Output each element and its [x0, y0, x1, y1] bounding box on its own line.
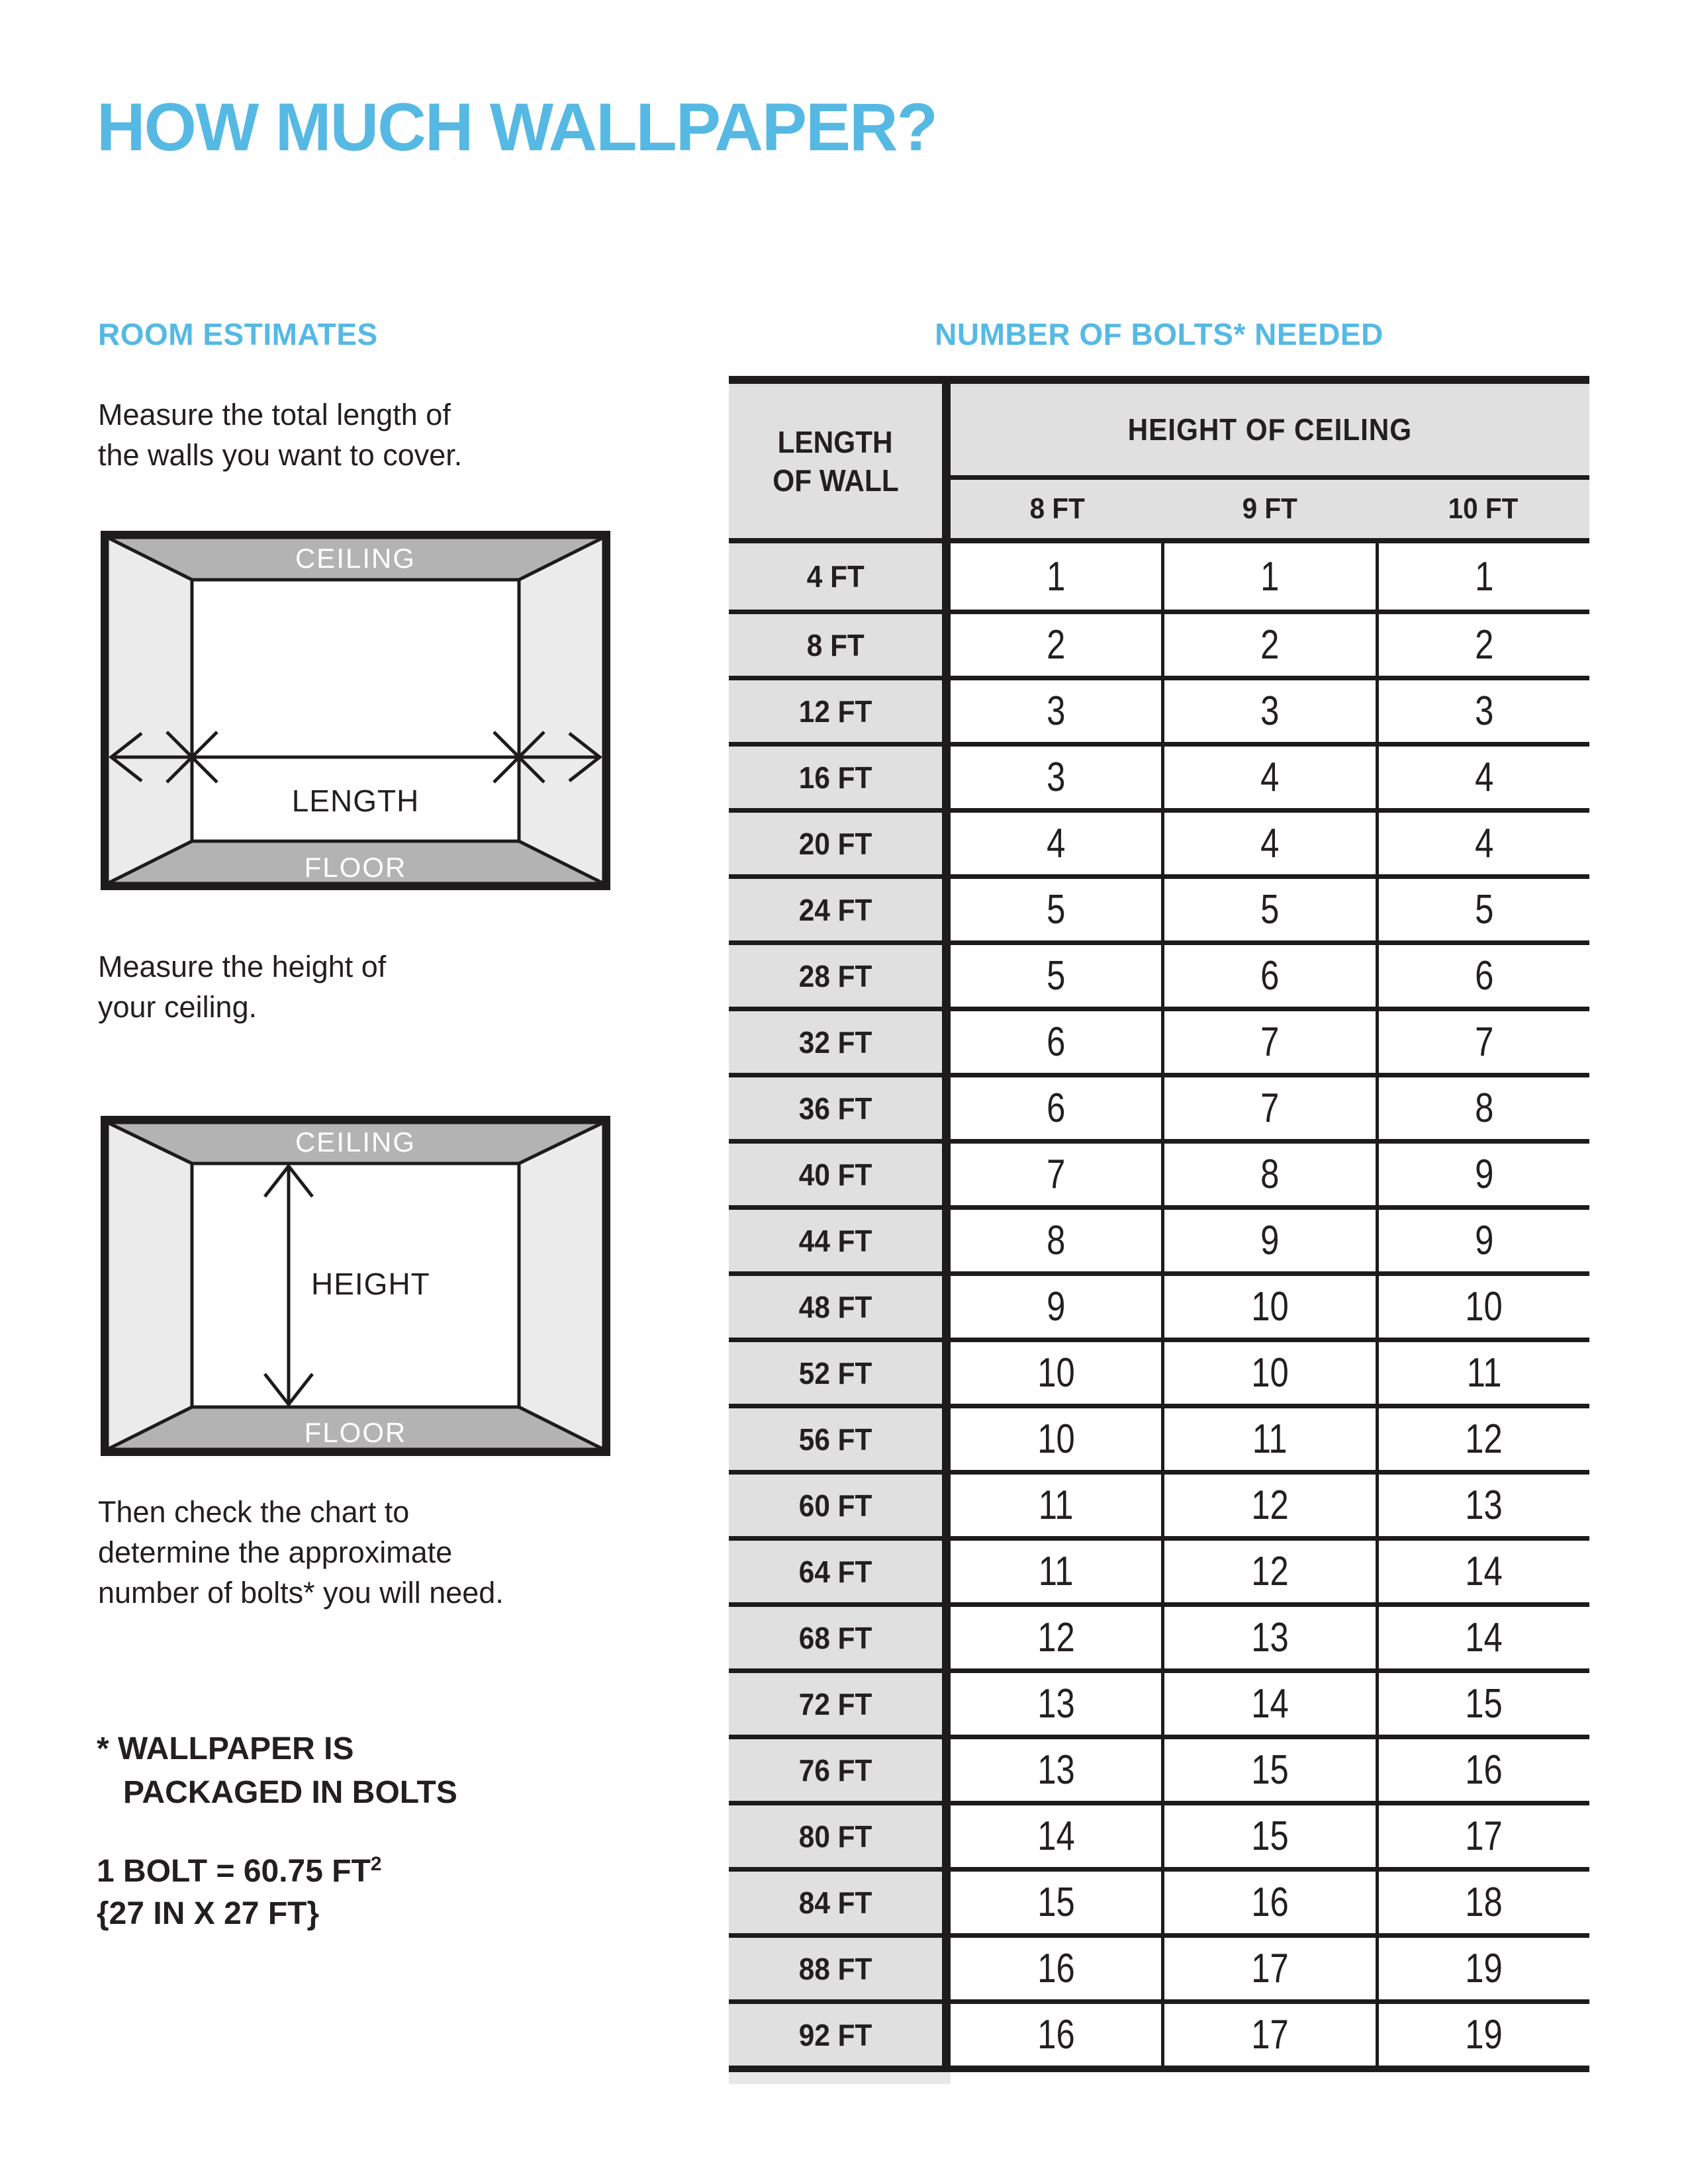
row-label: 16 FT — [729, 747, 942, 808]
bolts-cell-10ft: 5 — [1376, 879, 1589, 940]
vertical-divider — [942, 1607, 951, 1668]
text-line: * WALLPAPER IS — [97, 1731, 354, 1766]
bolts-cell-8ft: 14 — [951, 1805, 1161, 1867]
vertical-divider — [942, 614, 951, 676]
vertical-divider — [942, 1872, 951, 1933]
length-label: LENGTH — [291, 784, 420, 818]
bolts-cell-10ft: 19 — [1376, 2004, 1589, 2066]
bolts-cell-8ft: 8 — [951, 1210, 1161, 1271]
table-row — [729, 543, 1589, 610]
bolts-cell-9ft: 4 — [1161, 813, 1375, 874]
table-row — [729, 1271, 1589, 1338]
bolts-cell-8ft: 13 — [951, 1739, 1161, 1801]
table-row — [729, 1139, 1589, 1205]
bolts-cell-10ft: 17 — [1376, 1805, 1589, 1867]
bolts-cell-8ft: 9 — [951, 1276, 1161, 1338]
instruction-check-chart — [98, 1492, 504, 1613]
vertical-divider — [942, 1739, 951, 1801]
bolts-cell-8ft: 15 — [951, 1872, 1161, 1933]
vertical-divider — [942, 879, 951, 940]
col-header-9ft: 9 FT — [1242, 492, 1298, 525]
bolts-cell-10ft: 1 — [1376, 543, 1589, 610]
table-row — [729, 874, 1589, 940]
table-row — [729, 1933, 1589, 1999]
table-top-bar — [729, 376, 1589, 384]
ceiling-label: CEILING — [295, 543, 416, 574]
bolts-cell-9ft: 14 — [1161, 1673, 1375, 1735]
bolts-cell-10ft: 9 — [1376, 1144, 1589, 1205]
row-label: 36 FT — [729, 1077, 942, 1139]
vertical-divider — [942, 1475, 951, 1536]
table-row — [729, 1867, 1589, 1933]
room-estimates-heading: ROOM ESTIMATES — [98, 317, 378, 351]
bolts-needed-heading: NUMBER OF BOLTS* NEEDED — [935, 317, 1383, 351]
bolts-cell-9ft: 15 — [1161, 1805, 1375, 1867]
bolts-cell-10ft: 11 — [1376, 1342, 1589, 1404]
bolts-cell-9ft: 16 — [1161, 1872, 1375, 1933]
vertical-divider — [942, 747, 951, 808]
bolts-cell-10ft: 8 — [1376, 1077, 1589, 1139]
row-label: 20 FT — [729, 813, 942, 874]
vertical-divider — [942, 945, 951, 1007]
table-row — [729, 1602, 1589, 1668]
right-wall-panel — [519, 1122, 604, 1449]
bolts-cell-9ft: 4 — [1161, 747, 1375, 808]
bolts-cell-10ft: 14 — [1376, 1541, 1589, 1602]
bolts-cell-9ft: 1 — [1161, 543, 1375, 610]
page-title: HOW MUCH WALLPAPER? — [97, 89, 937, 165]
row-label: 80 FT — [729, 1805, 942, 1867]
bolts-cell-9ft: 8 — [1161, 1144, 1375, 1205]
vertical-divider — [942, 1408, 951, 1470]
bolts-cell-10ft: 12 — [1376, 1408, 1589, 1470]
row-label: 76 FT — [729, 1739, 942, 1801]
table-row — [729, 1404, 1589, 1470]
text-line: Measure the height of — [98, 950, 387, 983]
table-row — [729, 742, 1589, 808]
table-bottom-bar — [729, 2066, 1589, 2072]
row-label: 64 FT — [729, 1541, 942, 1602]
row-label: 72 FT — [729, 1673, 942, 1735]
bolts-cell-9ft: 10 — [1161, 1276, 1375, 1338]
row-label: 88 FT — [729, 1938, 942, 1999]
vertical-divider — [942, 1541, 951, 1602]
col-header-10ft: 10 FT — [1448, 492, 1519, 525]
row-label: 44 FT — [729, 1210, 942, 1271]
bolts-cell-9ft: 10 — [1161, 1342, 1375, 1404]
row-label: 60 FT — [729, 1475, 942, 1536]
bolts-cell-8ft: 3 — [951, 747, 1161, 808]
text-line: Then check the chart to — [98, 1495, 410, 1529]
length-of-wall-header: LENGTH OF WALL — [729, 384, 942, 538]
bolts-cell-10ft: 3 — [1376, 680, 1589, 742]
room-height-diagram — [101, 1116, 610, 1456]
row-label: 92 FT — [729, 2004, 942, 2066]
bolts-cell-8ft: 4 — [951, 813, 1161, 874]
table-row — [729, 1536, 1589, 1602]
ceiling-height-columns — [951, 480, 1589, 538]
bolts-cell-10ft: 15 — [1376, 1673, 1589, 1735]
vertical-divider — [942, 543, 951, 610]
row-label: 68 FT — [729, 1607, 942, 1668]
instruction-measure-length — [98, 394, 462, 475]
squared-superscript: 2 — [370, 1853, 382, 1875]
bolts-cell-10ft: 19 — [1376, 1938, 1589, 1999]
text-line: your ceiling. — [98, 990, 258, 1024]
ceiling-height-header-group — [951, 384, 1589, 538]
bolts-cell-9ft: 13 — [1161, 1607, 1375, 1668]
bolt-size-info — [97, 1850, 382, 1935]
bolts-cell-8ft: 11 — [951, 1541, 1161, 1602]
table-row — [729, 1801, 1589, 1867]
bolts-cell-9ft: 5 — [1161, 879, 1375, 940]
vertical-divider — [942, 1938, 951, 1999]
vertical-divider — [942, 1011, 951, 1073]
vertical-divider — [942, 1805, 951, 1867]
bolts-cell-9ft: 17 — [1161, 1938, 1375, 1999]
vertical-divider — [942, 1673, 951, 1735]
bolts-cell-10ft: 4 — [1376, 813, 1589, 874]
bolts-cell-9ft: 3 — [1161, 680, 1375, 742]
bolts-cell-8ft: 10 — [951, 1342, 1161, 1404]
bolts-cell-10ft: 2 — [1376, 614, 1589, 676]
bolts-cell-9ft: 9 — [1161, 1210, 1375, 1271]
text-line: PACKAGED IN BOLTS — [123, 1775, 457, 1810]
bolts-cell-9ft: 6 — [1161, 945, 1375, 1007]
vertical-divider — [942, 813, 951, 874]
row-label: 56 FT — [729, 1408, 942, 1470]
text-line: number of bolts* you will need. — [98, 1576, 504, 1610]
bolts-cell-8ft: 12 — [951, 1607, 1161, 1668]
bolts-cell-8ft: 13 — [951, 1673, 1161, 1735]
bolts-cell-8ft: 7 — [951, 1144, 1161, 1205]
bolts-cell-8ft: 5 — [951, 945, 1161, 1007]
vertical-divider — [942, 1077, 951, 1139]
bolts-cell-10ft: 4 — [1376, 747, 1589, 808]
table-row — [729, 610, 1589, 676]
bolts-cell-8ft: 16 — [951, 1938, 1161, 1999]
bolts-cell-10ft: 6 — [1376, 945, 1589, 1007]
vertical-divider — [942, 2004, 951, 2066]
row-label: 32 FT — [729, 1011, 942, 1073]
bolts-cell-8ft: 3 — [951, 680, 1161, 742]
right-wall-panel — [519, 537, 604, 884]
row-label: 12 FT — [729, 680, 942, 742]
bolts-cell-9ft: 12 — [1161, 1475, 1375, 1536]
table-row — [729, 1007, 1589, 1073]
bolts-cell-10ft: 14 — [1376, 1607, 1589, 1668]
bolts-cell-10ft: 10 — [1376, 1276, 1589, 1338]
vertical-divider — [942, 680, 951, 742]
text-line: determine the approximate — [98, 1535, 453, 1569]
col-header-8ft: 8 FT — [1029, 492, 1085, 525]
bolts-cell-8ft: 11 — [951, 1475, 1161, 1536]
bolts-cell-10ft: 9 — [1376, 1210, 1589, 1271]
table-row — [729, 1735, 1589, 1801]
table-row — [729, 1073, 1589, 1139]
bolts-cell-8ft: 5 — [951, 879, 1161, 940]
floor-label: FLOOR — [304, 852, 407, 883]
table-row — [729, 676, 1589, 742]
bolt-dimensions: {27 IN X 27 FT} — [97, 1896, 320, 1931]
wallpaper-bolts-footnote — [97, 1727, 457, 1815]
row-label: 28 FT — [729, 945, 942, 1007]
bolts-cell-8ft: 1 — [951, 543, 1161, 610]
vertical-divider — [942, 1210, 951, 1271]
table-row — [729, 1205, 1589, 1271]
bolts-cell-9ft: 7 — [1161, 1077, 1375, 1139]
table-body — [729, 543, 1589, 2066]
instruction-measure-height — [98, 946, 386, 1027]
bolts-cell-10ft: 18 — [1376, 1872, 1589, 1933]
table-header — [729, 384, 1589, 543]
bolts-cell-10ft: 13 — [1376, 1475, 1589, 1536]
text-line: the walls you want to cover. — [98, 438, 463, 472]
table-row — [729, 940, 1589, 1007]
bolts-cell-9ft: 7 — [1161, 1011, 1375, 1073]
table-row — [729, 1999, 1589, 2066]
bolts-cell-9ft: 11 — [1161, 1408, 1375, 1470]
bolts-table — [729, 376, 1589, 2084]
row-label: 24 FT — [729, 879, 942, 940]
bolts-cell-10ft: 16 — [1376, 1739, 1589, 1801]
row-label: 8 FT — [729, 614, 942, 676]
room-length-diagram — [101, 531, 610, 890]
floor-label: FLOOR — [304, 1417, 407, 1448]
bolts-cell-8ft: 6 — [951, 1011, 1161, 1073]
bolts-cell-9ft: 17 — [1161, 2004, 1375, 2066]
row-label: 84 FT — [729, 1872, 942, 1933]
table-row — [729, 1470, 1589, 1536]
height-label: HEIGHT — [311, 1267, 430, 1301]
table-row — [729, 1338, 1589, 1404]
table-row — [729, 1668, 1589, 1735]
bolts-cell-8ft: 6 — [951, 1077, 1161, 1139]
left-wall-panel — [107, 1122, 192, 1449]
vertical-divider — [942, 1276, 951, 1338]
bolts-cell-9ft: 12 — [1161, 1541, 1375, 1602]
vertical-divider — [942, 384, 951, 538]
bolts-cell-10ft: 7 — [1376, 1011, 1589, 1073]
row-label: 4 FT — [729, 543, 942, 610]
bolts-cell-9ft: 15 — [1161, 1739, 1375, 1801]
bolts-cell-8ft: 2 — [951, 614, 1161, 676]
table-shadow-strip — [729, 2072, 951, 2084]
bolt-equation: 1 BOLT = 60.75 $FT^2$ — [97, 1853, 382, 1889]
bolts-cell-8ft: 10 — [951, 1408, 1161, 1470]
height-of-ceiling-header: HEIGHT OF CEILING — [951, 384, 1589, 480]
left-wall-panel — [107, 537, 192, 884]
row-label: 40 FT — [729, 1144, 942, 1205]
row-label: 52 FT — [729, 1342, 942, 1404]
table-row — [729, 808, 1589, 874]
vertical-divider — [942, 1144, 951, 1205]
text-line: Measure the total length of — [98, 398, 451, 432]
vertical-divider — [942, 1342, 951, 1404]
ceiling-label: CEILING — [295, 1126, 416, 1158]
row-label: 48 FT — [729, 1276, 942, 1338]
bolts-cell-8ft: 16 — [951, 2004, 1161, 2066]
bolts-cell-9ft: 2 — [1161, 614, 1375, 676]
